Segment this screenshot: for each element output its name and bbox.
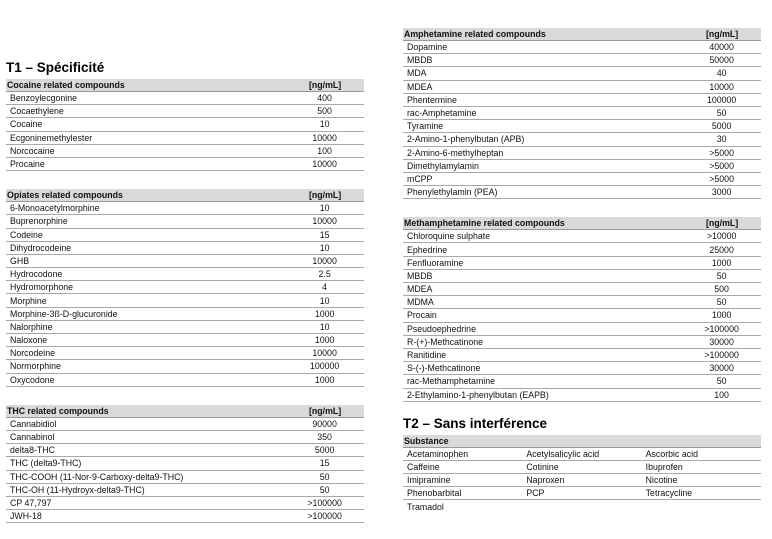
concentration-value: >100000 (285, 510, 364, 523)
amphetamine-table (403, 28, 761, 199)
compound-name: Chloroquine sulphate (403, 230, 682, 243)
concentration-value: 40000 (682, 41, 761, 54)
concentration-value: 10000 (682, 80, 761, 93)
concentration-value: 50 (682, 269, 761, 282)
compound-name: Dopamine (403, 41, 682, 54)
unit-header: [ng/mL] (682, 28, 761, 41)
table-row (6, 510, 364, 523)
compound-name: MDEA (403, 283, 682, 296)
compound-name: rac-Amphetamine (403, 106, 682, 119)
compound-name: Oxycodone (6, 373, 285, 386)
table-header: Methamphetamine related compounds (403, 217, 682, 230)
substances-table (403, 435, 761, 513)
table-row (403, 256, 761, 269)
substance-name: Naproxen (522, 474, 641, 487)
compound-name: MDA (403, 67, 682, 80)
table-row (403, 283, 761, 296)
concentration-value: 10000 (285, 254, 364, 267)
concentration-value: 30 (682, 133, 761, 146)
table-row (6, 92, 364, 105)
table-header: THC related compounds (6, 405, 285, 418)
substance-name: Nicotine (642, 474, 761, 487)
substance-name: Acetaminophen (403, 447, 522, 460)
table-row (403, 335, 761, 348)
table-row (403, 120, 761, 133)
table-row (403, 41, 761, 54)
compound-name: Hydromorphone (6, 281, 285, 294)
concentration-value: 100 (285, 144, 364, 157)
compound-name: JWH-18 (6, 510, 285, 523)
compound-name: rac-Methamphetamine (403, 375, 682, 388)
compound-name: Dihydrocodeine (6, 241, 285, 254)
concentration-value: 30000 (682, 335, 761, 348)
substance-name (522, 500, 641, 513)
concentration-value: >100000 (682, 348, 761, 361)
concentration-value: 10000 (285, 215, 364, 228)
table-row (403, 375, 761, 388)
concentration-value: 400 (285, 92, 364, 105)
concentration-value: 50 (682, 106, 761, 119)
concentration-value: 500 (285, 105, 364, 118)
concentration-value: 10 (285, 202, 364, 215)
concentration-value: 500 (682, 283, 761, 296)
substance-name: Cotinine (522, 460, 641, 473)
concentration-value: 1000 (285, 334, 364, 347)
table-row (403, 388, 761, 401)
cocaine-table (6, 79, 364, 171)
table-row (6, 347, 364, 360)
right-column (403, 28, 761, 513)
compound-name: MBDB (403, 269, 682, 282)
compound-name: Cannabidiol (6, 417, 285, 430)
table-row (6, 281, 364, 294)
table-row (403, 230, 761, 243)
compound-name: Naloxone (6, 334, 285, 347)
concentration-value: 10000 (285, 347, 364, 360)
table-row (6, 215, 364, 228)
concentration-value: 15 (285, 228, 364, 241)
substance-name: Caffeine (403, 460, 522, 473)
t1-title: T1 – Spécificité (6, 60, 105, 75)
unit-header: [ng/mL] (285, 405, 364, 418)
table-row (403, 80, 761, 93)
compound-name: 2-Amino-1-phenylbutan (APB) (403, 133, 682, 146)
table-row (6, 254, 364, 267)
concentration-value: 10000 (285, 157, 364, 170)
table-row (6, 131, 364, 144)
unit-header: [ng/mL] (682, 217, 761, 230)
table-row (6, 457, 364, 470)
table-row (403, 460, 761, 473)
table-row (403, 159, 761, 172)
concentration-value: 1000 (682, 256, 761, 269)
concentration-value: 25000 (682, 243, 761, 256)
table-row (6, 417, 364, 430)
compound-name: GHB (6, 254, 285, 267)
table-row (6, 307, 364, 320)
concentration-value: 3000 (682, 186, 761, 199)
table-row (6, 241, 364, 254)
concentration-value: 90000 (285, 417, 364, 430)
compound-name: 2-Amino-6-methylheptan (403, 146, 682, 159)
table-row (6, 430, 364, 443)
compound-name: THC-COOH (11-Nor-9-Carboxy-delta9-THC) (6, 470, 285, 483)
table-header: Amphetamine related compounds (403, 28, 682, 41)
compound-name: R-(+)-Methcatinone (403, 335, 682, 348)
substance-name: Tramadol (407, 501, 444, 512)
compound-name: Cocaethylene (6, 105, 285, 118)
concentration-value: 10 (285, 241, 364, 254)
compound-name: Nalorphine (6, 320, 285, 333)
compound-name: Codeine (6, 228, 285, 241)
concentration-value: 100000 (285, 360, 364, 373)
table-row (403, 146, 761, 159)
compound-name: S-(-)-Methcatinone (403, 362, 682, 375)
table-row (403, 269, 761, 282)
unit-header: [ng/mL] (285, 189, 364, 202)
concentration-value: 10 (285, 118, 364, 131)
table-row (6, 105, 364, 118)
compound-name: Morphine-3ß-D-glucuronide (6, 307, 285, 320)
concentration-value: 10 (285, 294, 364, 307)
compound-name: MBDB (403, 54, 682, 67)
table-row (403, 133, 761, 146)
substance-name (642, 500, 761, 513)
compound-name: Procaine (6, 157, 285, 170)
table-row (403, 243, 761, 256)
concentration-value: >5000 (682, 159, 761, 172)
concentration-value: 10000 (285, 131, 364, 144)
concentration-value: >5000 (682, 146, 761, 159)
left-column (6, 60, 364, 523)
concentration-value: 50 (285, 470, 364, 483)
compound-name: Cocaine (6, 118, 285, 131)
concentration-value: 5000 (285, 444, 364, 457)
table-row (6, 144, 364, 157)
table-row (6, 360, 364, 373)
substance-name: Phenobarbital (403, 487, 522, 500)
table-row (6, 294, 364, 307)
compound-name: THC-OH (11-Hydroyx-delta9-THC) (6, 483, 285, 496)
table-header: Opiates related compounds (6, 189, 285, 202)
table-header: Substance (403, 435, 761, 448)
table-row (6, 228, 364, 241)
table-row (6, 373, 364, 386)
table-row (403, 186, 761, 199)
table-row (403, 487, 761, 500)
table-row (403, 447, 761, 460)
table-header: Cocaine related compounds (6, 79, 285, 92)
compound-name: Cannabinol (6, 430, 285, 443)
concentration-value: 100000 (682, 93, 761, 106)
table-row (6, 483, 364, 496)
compound-name: mCPP (403, 172, 682, 185)
methamphetamine-table (403, 217, 761, 401)
substance-name: Acetylsalicylic acid (522, 447, 641, 460)
table-row (6, 202, 364, 215)
compound-name: Normorphine (6, 360, 285, 373)
compound-name: delta8-THC (6, 444, 285, 457)
compound-name: Fenfluoramine (403, 256, 682, 269)
concentration-value: 350 (285, 430, 364, 443)
table-row (6, 118, 364, 131)
concentration-value: 30000 (682, 362, 761, 375)
opiates-table (6, 189, 364, 387)
table-row (6, 470, 364, 483)
concentration-value: 100 (682, 388, 761, 401)
concentration-value: 1000 (682, 309, 761, 322)
concentration-value: 4 (285, 281, 364, 294)
concentration-value: 2.5 (285, 268, 364, 281)
compound-name: Pseudoephedrine (403, 322, 682, 335)
compound-name: Ranitidine (403, 348, 682, 361)
compound-name: 2-Ethylamino-1-phenylbutan (EAPB) (403, 388, 682, 401)
table-row (403, 93, 761, 106)
compound-name: Ecgoninemethylester (6, 131, 285, 144)
compound-name: 6-Monoacetylmorphine (6, 202, 285, 215)
compound-name: Morphine (6, 294, 285, 307)
table-row (403, 67, 761, 80)
table-row (403, 474, 761, 487)
compound-name: Dimethylamylamin (403, 159, 682, 172)
compound-name: Ephedrine (403, 243, 682, 256)
concentration-value: >100000 (285, 496, 364, 509)
table-row (6, 496, 364, 509)
concentration-value: 15 (285, 457, 364, 470)
concentration-value: 1000 (285, 307, 364, 320)
compound-name: Hydrocodone (6, 268, 285, 281)
table-row (403, 348, 761, 361)
concentration-value: 50 (285, 483, 364, 496)
table-row (403, 172, 761, 185)
substance-name: Tetracycline (642, 487, 761, 500)
compound-name: CP 47,797 (6, 496, 285, 509)
compound-name: Procain (403, 309, 682, 322)
concentration-value: 50000 (682, 54, 761, 67)
table-row (403, 106, 761, 119)
table-row (403, 296, 761, 309)
thc-table (6, 405, 364, 524)
concentration-value: 5000 (682, 120, 761, 133)
substance-name: Ibuprofen (642, 460, 761, 473)
compound-name: Norcocaine (6, 144, 285, 157)
compound-name: Tyramine (403, 120, 682, 133)
concentration-value: 40 (682, 67, 761, 80)
compound-name: MDMA (403, 296, 682, 309)
substance-name: Ascorbic acid (642, 447, 761, 460)
concentration-value: 1000 (285, 373, 364, 386)
concentration-value: >5000 (682, 172, 761, 185)
compound-name: Benzoylecgonine (6, 92, 285, 105)
t2-title: T2 – Sans interférence (403, 415, 548, 431)
substance-name: PCP (522, 487, 641, 500)
substance-name: Imipramine (403, 474, 522, 487)
table-row (6, 157, 364, 170)
compound-name: Phentermine (403, 93, 682, 106)
concentration-value: >100000 (682, 322, 761, 335)
table-row (6, 268, 364, 281)
compound-name: Buprenorphine (6, 215, 285, 228)
table-row (403, 322, 761, 335)
concentration-value: 10 (285, 320, 364, 333)
compound-name: Norcodeine (6, 347, 285, 360)
table-row (403, 362, 761, 375)
concentration-value: 50 (682, 375, 761, 388)
table-row (6, 444, 364, 457)
table-row (6, 334, 364, 347)
unit-header: [ng/mL] (285, 79, 364, 92)
compound-name: MDEA (403, 80, 682, 93)
table-row (6, 320, 364, 333)
table-row (403, 309, 761, 322)
table-row (403, 54, 761, 67)
concentration-value: >10000 (682, 230, 761, 243)
concentration-value: 50 (682, 296, 761, 309)
table-row (403, 500, 761, 513)
compound-name: THC (delta9-THC) (6, 457, 285, 470)
compound-name: Phenylethylamin (PEA) (403, 186, 682, 199)
